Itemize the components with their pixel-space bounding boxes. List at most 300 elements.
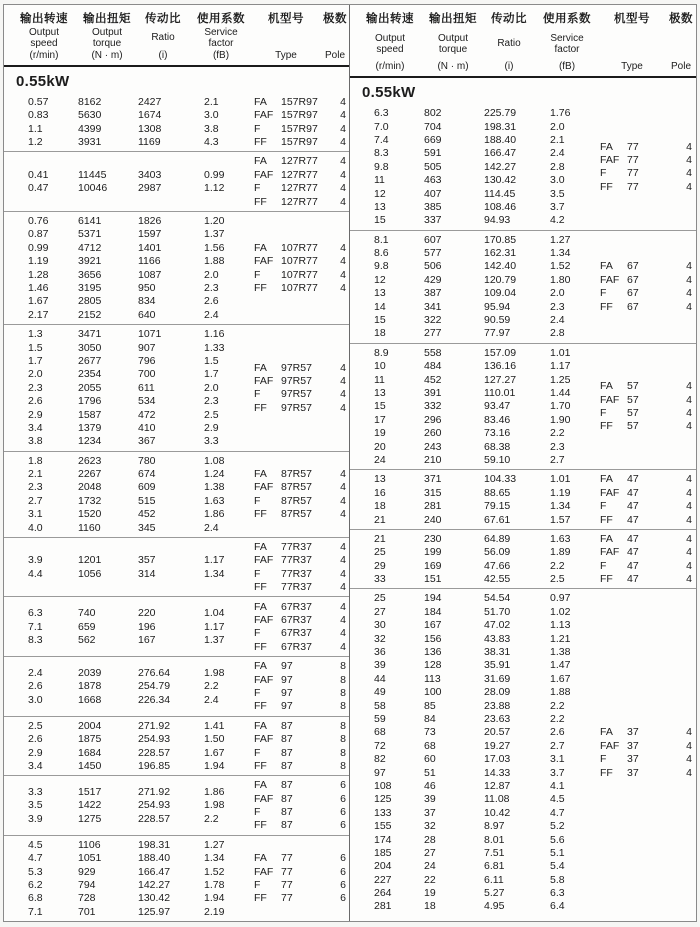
cell-type-model: 67R37 xyxy=(281,600,312,613)
cell-output-speed: 227 xyxy=(374,873,392,886)
type-row xyxy=(600,532,692,545)
cell-pole: 4 xyxy=(340,388,346,401)
table-row xyxy=(374,327,600,340)
cell-output-torque: 1520 xyxy=(78,508,102,521)
cell-output-torque: 32 xyxy=(424,820,436,833)
cell-service-factor: 2.0 xyxy=(550,287,565,300)
cell-output-speed: 72 xyxy=(374,739,386,752)
table-row xyxy=(28,214,254,227)
table-row xyxy=(374,619,600,632)
cell-type-prefix: FA xyxy=(254,719,267,732)
cell-output-torque: 240 xyxy=(424,513,442,526)
spec-block xyxy=(350,469,696,529)
cell-pole: 4 xyxy=(340,195,346,208)
table-row xyxy=(28,327,254,340)
cell-pole: 4 xyxy=(340,640,346,653)
cell-pole: 8 xyxy=(340,660,346,673)
cell-output-torque: 506 xyxy=(424,260,442,273)
cell-output-torque: 27 xyxy=(424,846,436,859)
table-row xyxy=(28,508,254,521)
cell-output-speed: 11 xyxy=(374,373,385,386)
cell-service-factor: 2.2 xyxy=(550,559,565,572)
cell-output-speed: 36 xyxy=(374,646,386,659)
cell-output-speed: 3.4 xyxy=(28,421,43,434)
cell-pole: 4 xyxy=(686,140,692,153)
cell-type-model: 97R57 xyxy=(281,361,312,374)
cell-output-speed: 39 xyxy=(374,659,386,672)
type-row xyxy=(600,513,692,526)
cell-pole: 4 xyxy=(340,627,346,640)
col-header-unit: (r/min) xyxy=(375,61,405,72)
table-row xyxy=(374,699,600,712)
cell-pole: 4 xyxy=(686,393,692,406)
cell-ratio: 56.09 xyxy=(484,546,511,559)
cell-ratio: 950 xyxy=(138,282,156,294)
cell-pole: 4 xyxy=(686,287,692,300)
cell-pole: 4 xyxy=(340,600,346,613)
table-row xyxy=(374,300,600,313)
table-row xyxy=(374,346,600,359)
cell-output-torque: 11445 xyxy=(78,168,107,181)
cell-output-speed: 2.0 xyxy=(28,368,43,381)
cell-output-torque: 2267 xyxy=(78,468,102,481)
cell-pole: 6 xyxy=(340,806,346,819)
cell-type-prefix: F xyxy=(254,567,261,580)
cell-type-model: 127R77 xyxy=(281,168,318,181)
table-row xyxy=(28,368,254,381)
cell-service-factor: 3.8 xyxy=(204,122,219,135)
cell-pole: 6 xyxy=(340,865,346,878)
col-header-cell-1 xyxy=(422,10,484,72)
cell-ratio: 8.97 xyxy=(484,820,505,833)
cell-type-model: 97 xyxy=(281,700,293,713)
cell-ratio: 196 xyxy=(138,620,156,633)
cell-type-model: 67R37 xyxy=(281,627,312,640)
cell-output-speed: 21 xyxy=(374,532,386,545)
cell-service-factor: 2.1 xyxy=(204,95,219,108)
cell-type-prefix: FF xyxy=(600,420,613,433)
spec-block xyxy=(4,596,349,656)
col-header-cell-3 xyxy=(534,10,600,72)
cell-pole: 4 xyxy=(340,613,346,626)
cell-pole: 4 xyxy=(340,255,346,268)
type-row xyxy=(254,508,346,521)
cell-type-prefix: F xyxy=(600,407,607,420)
cell-output-speed: 8.6 xyxy=(374,247,389,260)
cell-output-torque: 2039 xyxy=(78,666,102,679)
table-row xyxy=(374,413,600,426)
type-row xyxy=(600,420,692,433)
cell-output-torque: 4399 xyxy=(78,122,102,135)
cell-service-factor: 2.3 xyxy=(550,440,565,453)
col-header-zh: 输出转速 xyxy=(366,13,414,25)
cell-ratio: 1087 xyxy=(138,268,162,281)
cell-type-prefix: FA xyxy=(254,779,267,792)
cell-service-factor: 1.80 xyxy=(550,273,571,286)
cell-output-torque: 28 xyxy=(424,833,436,846)
cell-ratio: 314 xyxy=(138,567,156,580)
cell-type-prefix: F xyxy=(600,559,607,572)
cell-ratio: 780 xyxy=(138,454,156,467)
cell-type-model: 157R97 xyxy=(281,136,318,149)
cell-ratio: 1169 xyxy=(138,136,161,149)
cell-type-prefix: FF xyxy=(600,180,613,193)
cell-output-torque: 2004 xyxy=(78,719,102,732)
cell-pole: 4 xyxy=(686,473,692,486)
table-row xyxy=(374,726,600,739)
table-row xyxy=(374,120,600,133)
type-row xyxy=(254,659,346,672)
cell-output-speed: 27 xyxy=(374,605,386,618)
spec-block xyxy=(4,656,349,716)
cell-type-prefix: FF xyxy=(600,513,613,526)
cell-pole: 4 xyxy=(686,559,692,572)
cell-service-factor: 2.7 xyxy=(550,739,565,752)
table-row xyxy=(374,739,600,752)
cell-output-speed: 2.1 xyxy=(28,468,43,481)
table-row xyxy=(28,693,254,706)
cell-type-prefix: FAF xyxy=(600,273,620,286)
cell-ratio: 6.11 xyxy=(484,873,504,886)
col-header-unit: (i) xyxy=(158,49,168,61)
type-row xyxy=(254,241,346,254)
col-header-zh: 输出扭矩 xyxy=(83,13,131,25)
type-row xyxy=(600,559,692,572)
table-row xyxy=(28,241,254,254)
cell-output-speed: 3.0 xyxy=(28,693,43,706)
table-row xyxy=(28,680,254,693)
type-rows xyxy=(600,726,692,780)
table-row xyxy=(374,246,600,259)
cell-output-speed: 17 xyxy=(374,413,386,426)
cell-output-torque: 3921 xyxy=(78,255,102,268)
col-header-cell-5 xyxy=(664,10,698,72)
type-rows xyxy=(254,852,346,906)
cell-type-prefix: FAF xyxy=(254,733,274,746)
type-row xyxy=(600,273,692,286)
data-rows xyxy=(28,785,254,825)
table-row xyxy=(374,453,600,466)
cell-output-speed: 1.28 xyxy=(28,268,49,281)
cell-pole: 6 xyxy=(340,792,346,805)
table-row xyxy=(28,799,254,812)
cell-service-factor: 1.88 xyxy=(550,686,571,699)
cell-output-speed: 30 xyxy=(374,619,386,632)
cell-output-speed: 0.99 xyxy=(28,241,49,254)
table-row xyxy=(374,486,600,499)
cell-ratio: 90.59 xyxy=(484,314,511,327)
table-row xyxy=(28,435,254,448)
table-row xyxy=(374,559,600,572)
cell-ratio: 410 xyxy=(138,421,156,434)
cell-output-speed: 125 xyxy=(374,793,392,806)
cell-pole: 4 xyxy=(340,494,346,507)
cell-type-model: 87R57 xyxy=(281,494,312,507)
cell-ratio: 1401 xyxy=(138,241,162,254)
col-header-zh: 使用系数 xyxy=(543,13,591,25)
col-header-unit: (r/min) xyxy=(29,49,59,61)
cell-output-speed: 2.17 xyxy=(28,308,49,321)
table-row xyxy=(28,719,254,732)
cell-ratio: 6.81 xyxy=(484,860,505,873)
cell-output-speed: 204 xyxy=(374,860,392,873)
cell-type-model: 87R57 xyxy=(281,468,312,481)
cell-type-prefix: FF xyxy=(254,282,267,294)
table-row xyxy=(374,846,600,859)
col-header-cell-5 xyxy=(318,10,352,61)
cell-ratio: 3403 xyxy=(138,168,162,181)
cell-type-prefix: F xyxy=(254,388,261,401)
cell-type-model: 97 xyxy=(281,660,293,673)
cell-type-model: 107R77 xyxy=(281,241,318,254)
data-rows xyxy=(374,532,600,586)
cell-ratio: 276.64 xyxy=(138,666,171,679)
type-row xyxy=(254,255,346,268)
type-rows xyxy=(254,659,346,713)
cell-pole: 4 xyxy=(340,401,346,414)
cell-service-factor: 2.4 xyxy=(204,521,219,534)
cell-output-torque: 1056 xyxy=(78,567,102,580)
cell-ratio: 188.40 xyxy=(484,133,517,146)
cell-output-torque: 184 xyxy=(424,605,442,618)
cell-output-speed: 3.8 xyxy=(28,435,43,448)
cell-ratio: 51.70 xyxy=(484,605,511,618)
cell-type-prefix: F xyxy=(600,500,607,513)
col-header-unit: (N · m) xyxy=(91,49,123,61)
cell-service-factor: 2.8 xyxy=(550,327,565,340)
cell-output-speed: 8.3 xyxy=(374,147,389,160)
cell-output-torque: 1234 xyxy=(78,435,102,448)
col-header-en: Ratio xyxy=(151,32,175,44)
cell-output-torque: 484 xyxy=(424,360,442,373)
cell-service-factor: 1.50 xyxy=(204,733,225,746)
type-row xyxy=(254,494,346,507)
col-header-unit: (i) xyxy=(504,61,514,72)
cell-service-factor: 4.2 xyxy=(550,214,565,227)
table-row xyxy=(374,187,600,200)
cell-ratio: 254.93 xyxy=(138,799,171,812)
col-header-zh: 机型号 xyxy=(614,13,650,25)
cell-output-speed: 0.41 xyxy=(28,168,49,181)
cell-ratio: 10.42 xyxy=(484,806,511,819)
cell-service-factor: 3.3 xyxy=(204,435,219,448)
table-row xyxy=(28,421,254,434)
spec-block xyxy=(350,104,696,230)
cell-type-prefix: FAF xyxy=(254,792,274,805)
col-header-cell-2 xyxy=(138,10,188,61)
cell-type-prefix: FF xyxy=(254,640,267,653)
cell-service-factor: 1.08 xyxy=(204,454,225,467)
cell-service-factor: 1.44 xyxy=(550,387,571,399)
cell-output-torque: 4712 xyxy=(78,241,102,254)
table-row xyxy=(28,281,254,294)
cell-ratio: 23.63 xyxy=(484,712,511,725)
cell-output-speed: 4.0 xyxy=(28,521,43,534)
cell-service-factor: 1.88 xyxy=(204,255,225,268)
cell-service-factor: 1.41 xyxy=(204,719,225,732)
col-header-unit: (fB) xyxy=(558,61,576,72)
cell-pole: 4 xyxy=(340,109,346,122)
cell-output-speed: 3.3 xyxy=(28,785,43,798)
data-rows xyxy=(28,666,254,706)
cell-output-torque: 60 xyxy=(424,753,436,766)
table-header xyxy=(350,5,696,78)
cell-ratio: 142.27 xyxy=(138,879,171,892)
cell-type-prefix: FAF xyxy=(254,865,274,878)
cell-output-speed: 6.2 xyxy=(28,879,43,892)
cell-type-prefix: FA xyxy=(254,361,267,374)
cell-service-factor: 1.5 xyxy=(204,354,219,367)
cell-pole: 4 xyxy=(686,573,692,586)
cell-ratio: 31.69 xyxy=(484,672,511,685)
cell-output-torque: 2623 xyxy=(78,454,102,467)
col-header-unit: (N · m) xyxy=(437,61,469,72)
table-row xyxy=(28,521,254,534)
cell-output-speed: 24 xyxy=(374,453,386,466)
cell-output-torque: 1275 xyxy=(78,812,102,825)
cell-service-factor: 2.2 xyxy=(550,427,565,440)
cell-ratio: 907 xyxy=(138,341,156,354)
cell-output-torque: 22 xyxy=(424,873,436,886)
col-header-cell-4 xyxy=(254,10,318,61)
cell-ratio: 95.94 xyxy=(484,300,511,313)
cell-ratio: 166.47 xyxy=(138,865,171,878)
cell-type-prefix: FAF xyxy=(254,375,274,388)
cell-service-factor: 2.4 xyxy=(550,314,565,327)
cell-type-prefix: FF xyxy=(254,136,267,149)
type-row xyxy=(254,640,346,653)
cell-ratio: 1071 xyxy=(138,328,162,341)
type-rows xyxy=(254,241,346,295)
cell-output-speed: 6.3 xyxy=(28,607,43,620)
data-rows xyxy=(28,327,254,448)
type-row xyxy=(600,546,692,559)
cell-service-factor: 3.1 xyxy=(550,753,565,766)
cell-pole: 4 xyxy=(686,154,692,167)
col-header-en: Service factor xyxy=(204,26,238,49)
cell-output-speed: 16 xyxy=(374,486,386,499)
cell-output-torque: 322 xyxy=(424,314,442,327)
cell-output-torque: 260 xyxy=(424,427,442,440)
cell-type-model: 57 xyxy=(627,407,639,420)
table-row xyxy=(374,873,600,886)
cell-type-prefix: FA xyxy=(600,140,613,153)
cell-service-factor: 1.38 xyxy=(550,646,571,659)
cell-output-torque: 2677 xyxy=(78,354,102,367)
spec-block xyxy=(350,529,696,589)
table-row xyxy=(28,494,254,507)
data-rows xyxy=(28,554,254,581)
type-row xyxy=(254,732,346,745)
cell-output-speed: 108 xyxy=(374,779,392,792)
cell-output-speed: 3.4 xyxy=(28,759,43,772)
col-header-cell-0 xyxy=(358,10,422,72)
cell-output-speed: 2.3 xyxy=(28,481,43,494)
cell-pole: 4 xyxy=(340,554,346,567)
cell-pole: 4 xyxy=(340,361,346,374)
cell-output-torque: 1379 xyxy=(78,421,102,434)
cell-type-prefix: FA xyxy=(254,241,267,254)
cell-output-torque: 1875 xyxy=(78,733,102,746)
cell-output-torque: 6141 xyxy=(78,215,102,228)
cell-pole: 4 xyxy=(686,260,692,273)
col-header-zh: 机型号 xyxy=(268,13,304,25)
cell-pole: 4 xyxy=(340,375,346,388)
cell-ratio: 2427 xyxy=(138,95,162,108)
col-header-zh: 传动比 xyxy=(145,13,181,25)
table-row xyxy=(28,759,254,772)
col-header-zh: 极数 xyxy=(669,13,693,25)
cell-service-factor: 2.3 xyxy=(550,300,565,313)
col-header-unit: Pole xyxy=(324,49,345,61)
cell-type-model: 87 xyxy=(281,792,293,805)
cell-output-speed: 2.5 xyxy=(28,719,43,732)
cell-service-factor: 1.56 xyxy=(204,241,225,254)
type-row xyxy=(254,281,346,294)
cell-output-speed: 7.4 xyxy=(374,133,389,146)
cell-ratio: 220 xyxy=(138,607,156,620)
cell-output-torque: 156 xyxy=(424,632,442,645)
cell-service-factor: 5.2 xyxy=(550,820,565,833)
cell-output-torque: 18 xyxy=(424,900,436,913)
type-row xyxy=(254,361,346,374)
cell-output-speed: 15 xyxy=(374,214,386,227)
cell-service-factor: 1.38 xyxy=(204,481,225,494)
cell-service-factor: 2.4 xyxy=(204,693,219,706)
cell-output-torque: 3656 xyxy=(78,268,102,281)
col-header-unit: Type xyxy=(275,49,297,61)
cell-type-model: 87R57 xyxy=(281,481,312,494)
cell-type-model: 77R37 xyxy=(281,567,312,580)
cell-service-factor: 2.3 xyxy=(204,395,219,408)
cell-service-factor: 1.94 xyxy=(204,892,225,905)
type-rows xyxy=(600,260,692,314)
cell-type-model: 107R77 xyxy=(281,255,318,268)
cell-output-speed: 3.9 xyxy=(28,812,43,825)
table-header xyxy=(4,5,349,67)
cell-output-torque: 84 xyxy=(424,712,436,725)
col-header-en: Ratio xyxy=(497,38,521,49)
table-row xyxy=(28,878,254,891)
cell-service-factor: 0.97 xyxy=(550,592,571,605)
cell-type-prefix: FF xyxy=(600,573,613,586)
type-rows xyxy=(254,361,346,415)
cell-service-factor: 2.9 xyxy=(204,421,219,434)
col-header-unit: Pole xyxy=(670,61,691,72)
table-row xyxy=(374,287,600,300)
cell-type-model: 37 xyxy=(627,739,639,752)
type-row xyxy=(600,486,692,499)
cell-ratio: 130.42 xyxy=(484,174,517,187)
cell-type-prefix: FA xyxy=(254,660,267,673)
cell-ratio: 42.55 xyxy=(484,573,511,586)
type-row xyxy=(600,499,692,512)
cell-output-speed: 6.3 xyxy=(374,107,389,120)
cell-type-prefix: FAF xyxy=(254,613,274,626)
cell-ratio: 367 xyxy=(138,435,156,448)
cell-ratio: 110.01 xyxy=(484,387,516,399)
cell-ratio: 166.47 xyxy=(484,147,517,160)
cell-ratio: 5.27 xyxy=(484,887,505,900)
cell-output-torque: 701 xyxy=(78,905,96,918)
cell-ratio: 4.95 xyxy=(484,900,505,913)
cell-output-speed: 2.9 xyxy=(28,408,43,421)
cell-pole: 4 xyxy=(686,300,692,313)
cell-ratio: 11.08 xyxy=(484,793,510,806)
cell-ratio: 472 xyxy=(138,408,156,421)
cell-ratio: 2987 xyxy=(138,182,162,195)
spec-column-left xyxy=(4,5,350,921)
